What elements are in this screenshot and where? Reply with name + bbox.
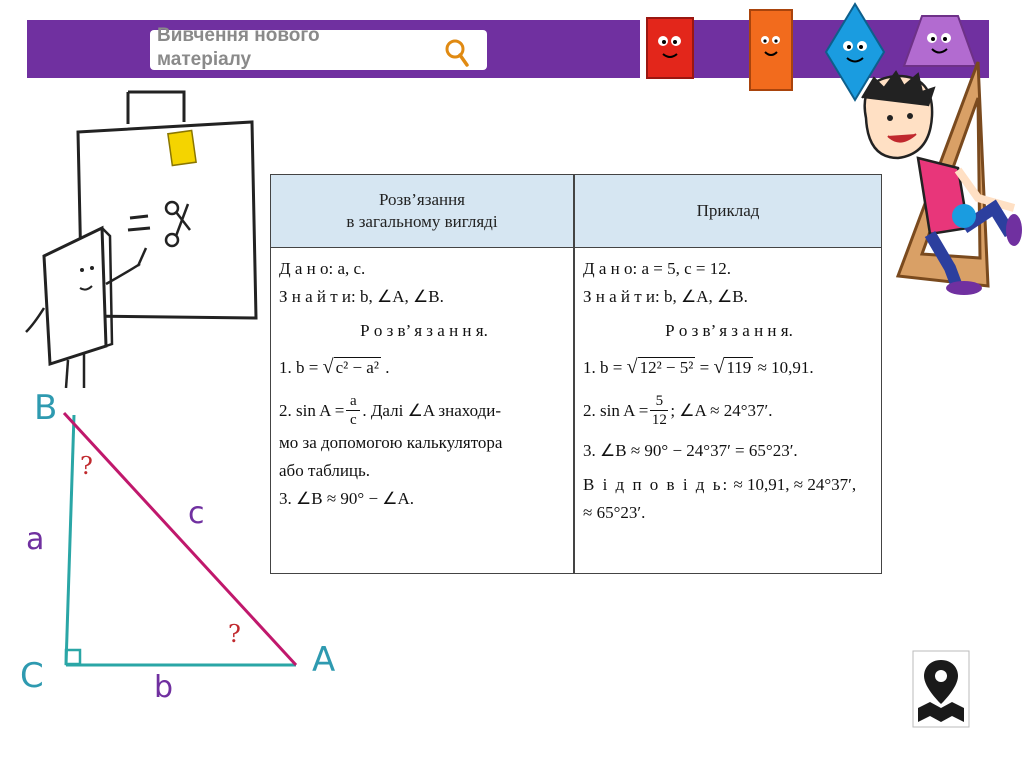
side-a-label: a [26,522,45,557]
side-c-label: c [188,496,205,531]
general-find: З н а й т и: b, ∠A, ∠B. [279,287,444,306]
angle-a-unknown: ? [228,620,241,648]
orange-rectangle-character [748,8,794,92]
hypotenuse-c [64,413,296,665]
general-step-2: 2. sin A = a c . Далі ∠A знаходи- [279,393,502,428]
general-step-3: 3. ∠B ≈ 90° − ∠A. [279,489,415,508]
vertex-c-label: C [20,656,44,696]
example-given: Д а н о: a = 5, c = 12. [583,259,731,278]
side-b-label: b [154,670,174,705]
example-cell [583,255,875,527]
leg-a [66,415,74,665]
right-angle-mark [66,650,80,664]
search-icon[interactable] [444,38,470,68]
general-step-2-line2: мо за допомогою калькулятора [279,433,503,452]
map-pin-icon[interactable] [912,650,970,728]
header-example: Приклад [696,201,760,220]
solution-table [270,174,882,574]
right-triangle-diagram [0,395,360,695]
vertex-b-label: B [34,388,58,428]
example-step-3: 3. ∠B ≈ 90° − 24°37′ = 65°23′. [583,441,798,460]
example-answer-line2: ≈ 65°23′. [583,503,646,522]
angle-b-unknown: ? [80,452,93,480]
example-solution-title: Р о з в’ я з а н н я. [665,321,793,340]
vertex-a-label: A [312,640,336,680]
example-step-1: 1. b = √ 12² − 5² = √ 119 ≈ 10,91. [583,356,814,378]
page-title: Вивчення нового матеріалу [157,25,320,70]
general-step-1: 1. b = √ c² − a² . [279,356,390,378]
example-find: З н а й т и: b, ∠A, ∠B. [583,287,748,306]
red-square-character [645,16,695,80]
board-teacher-drawing [20,88,260,388]
header-general-solution: Розв’язання в загальному вигляді [346,190,498,231]
example-answer: В і д п о в і д ь: ≈ 10,91, ≈ 24°37′, [583,475,857,494]
general-solution-title: Р о з в’ я з а н н я. [360,321,488,340]
general-step-2-line3: або таблиць. [279,461,371,480]
example-step-2: 2. sin A = 5 12 ; ∠A ≈ 24°37′. [583,393,773,428]
general-given: Д а н о: a, c. [279,259,366,278]
